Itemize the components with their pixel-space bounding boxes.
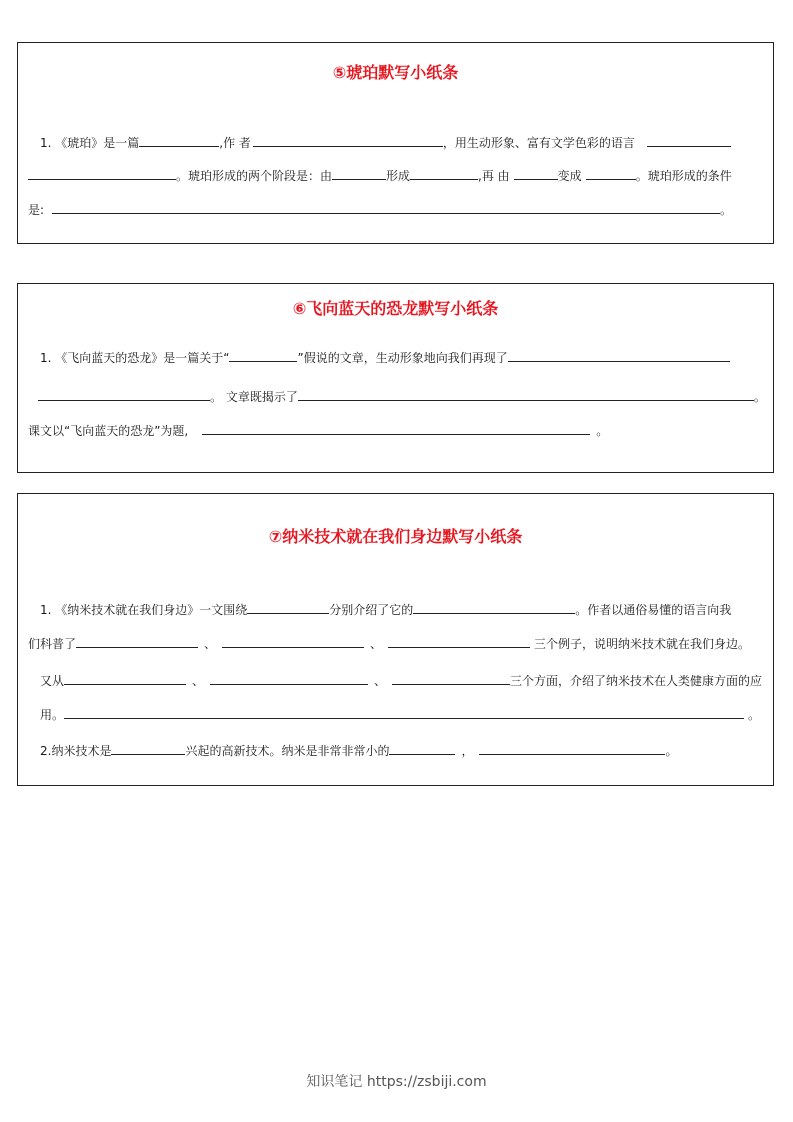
answer-blank[interactable] <box>52 201 720 214</box>
answer-blank[interactable] <box>410 167 478 180</box>
answer-blank[interactable] <box>332 167 386 180</box>
question-text: 。 <box>720 203 733 217</box>
answer-blank[interactable] <box>28 167 176 180</box>
question-text: 1. 《琥珀》是一篇 <box>40 136 140 150</box>
question-text: 1. 《纳米技术就在我们身边》一文围绕 <box>40 603 248 617</box>
answer-blank[interactable] <box>586 167 636 180</box>
question-text: 。 <box>596 424 609 438</box>
question-line <box>40 601 731 618</box>
answer-blank[interactable] <box>253 134 443 147</box>
answer-blank[interactable] <box>247 601 329 614</box>
answer-blank[interactable] <box>76 635 198 648</box>
question-text: 用。 <box>40 708 65 722</box>
question-text: 、 <box>192 674 205 688</box>
question-text: 兴起的高新技术。纳米是非常非常小的 <box>185 744 390 758</box>
answer-blank[interactable] <box>413 601 575 614</box>
question-text: ，用生动形象、富有文学色彩的语言 <box>442 136 635 150</box>
question-text: 。琥珀形成的条件 <box>635 169 732 183</box>
question-text: 、 <box>204 637 217 651</box>
question-text: 1. 《飞向蓝天的恐龙》是一篇关于“ <box>40 351 230 365</box>
answer-blank[interactable] <box>479 742 665 755</box>
worksheet-box-nanotech <box>17 493 774 786</box>
question-text: ”假说的文章，生动形象地向我们再现了 <box>297 351 508 365</box>
question-line <box>28 635 750 652</box>
question-text: 。 <box>748 708 761 722</box>
question-line <box>28 167 732 184</box>
answer-blank[interactable] <box>111 742 185 755</box>
box-title: ⑤琥珀默写小纸条 <box>332 63 459 82</box>
question-line <box>40 134 731 151</box>
question-line <box>40 706 760 723</box>
answer-blank[interactable] <box>222 635 364 648</box>
question-text: 2.纳米技术是 <box>40 744 112 758</box>
answer-blank[interactable] <box>298 388 754 401</box>
answer-blank[interactable] <box>647 134 731 147</box>
question-text: 课文以“飞向蓝天的恐龙”为题, <box>28 424 189 438</box>
answer-blank[interactable] <box>389 742 455 755</box>
question-line <box>40 349 730 366</box>
question-text: 。 文章既揭示了 <box>210 390 298 404</box>
question-text: 。 <box>665 744 678 758</box>
box-title: ⑥飞向蓝天的恐龙默写小纸条 <box>292 299 499 318</box>
question-text: 三个方面，介绍了纳米技术在人类健康方面的应 <box>510 674 763 688</box>
question-text: ,再 由 <box>478 169 510 183</box>
question-text: 。琥珀形成的两个阶段是：由 <box>176 169 333 183</box>
question-text: 、 <box>374 674 387 688</box>
box-title: ⑦纳米技术就在我们身边默写小纸条 <box>268 527 523 546</box>
question-line <box>40 672 762 689</box>
question-text: ， <box>461 744 474 758</box>
answer-blank[interactable] <box>210 672 368 685</box>
question-text: 变成 <box>557 169 582 183</box>
question-text: 。 <box>753 390 766 404</box>
answer-blank[interactable] <box>392 672 510 685</box>
worksheet-box-amber <box>17 42 774 244</box>
question-text: 是: <box>28 203 45 217</box>
question-text: 。作者以通俗易懂的语言向我 <box>575 603 732 617</box>
question-text: 、 <box>370 637 383 651</box>
answer-blank[interactable] <box>388 635 530 648</box>
page-footer: 知识笔记 https://zsbiji.com <box>306 1074 487 1090</box>
worksheet-box-dinosaur <box>17 283 774 473</box>
question-line <box>28 201 732 218</box>
question-text: 分别介绍了它的 <box>329 603 414 617</box>
answer-blank[interactable] <box>229 349 297 362</box>
answer-blank[interactable] <box>139 134 219 147</box>
question-text: ,作 者 <box>219 136 251 150</box>
answer-blank[interactable] <box>64 706 744 719</box>
answer-blank[interactable] <box>202 422 590 435</box>
question-line <box>28 422 608 439</box>
answer-blank[interactable] <box>508 349 730 362</box>
question-text: 们科普了 <box>28 637 77 651</box>
answer-blank[interactable] <box>64 672 186 685</box>
question-text: 形成 <box>386 169 411 183</box>
question-line <box>38 388 766 405</box>
question-text: 三个例子，说明纳米技术就在我们身边。 <box>534 637 751 651</box>
question-line <box>40 742 678 759</box>
question-text: 又从 <box>40 674 65 688</box>
answer-blank[interactable] <box>514 167 558 180</box>
answer-blank[interactable] <box>38 388 210 401</box>
